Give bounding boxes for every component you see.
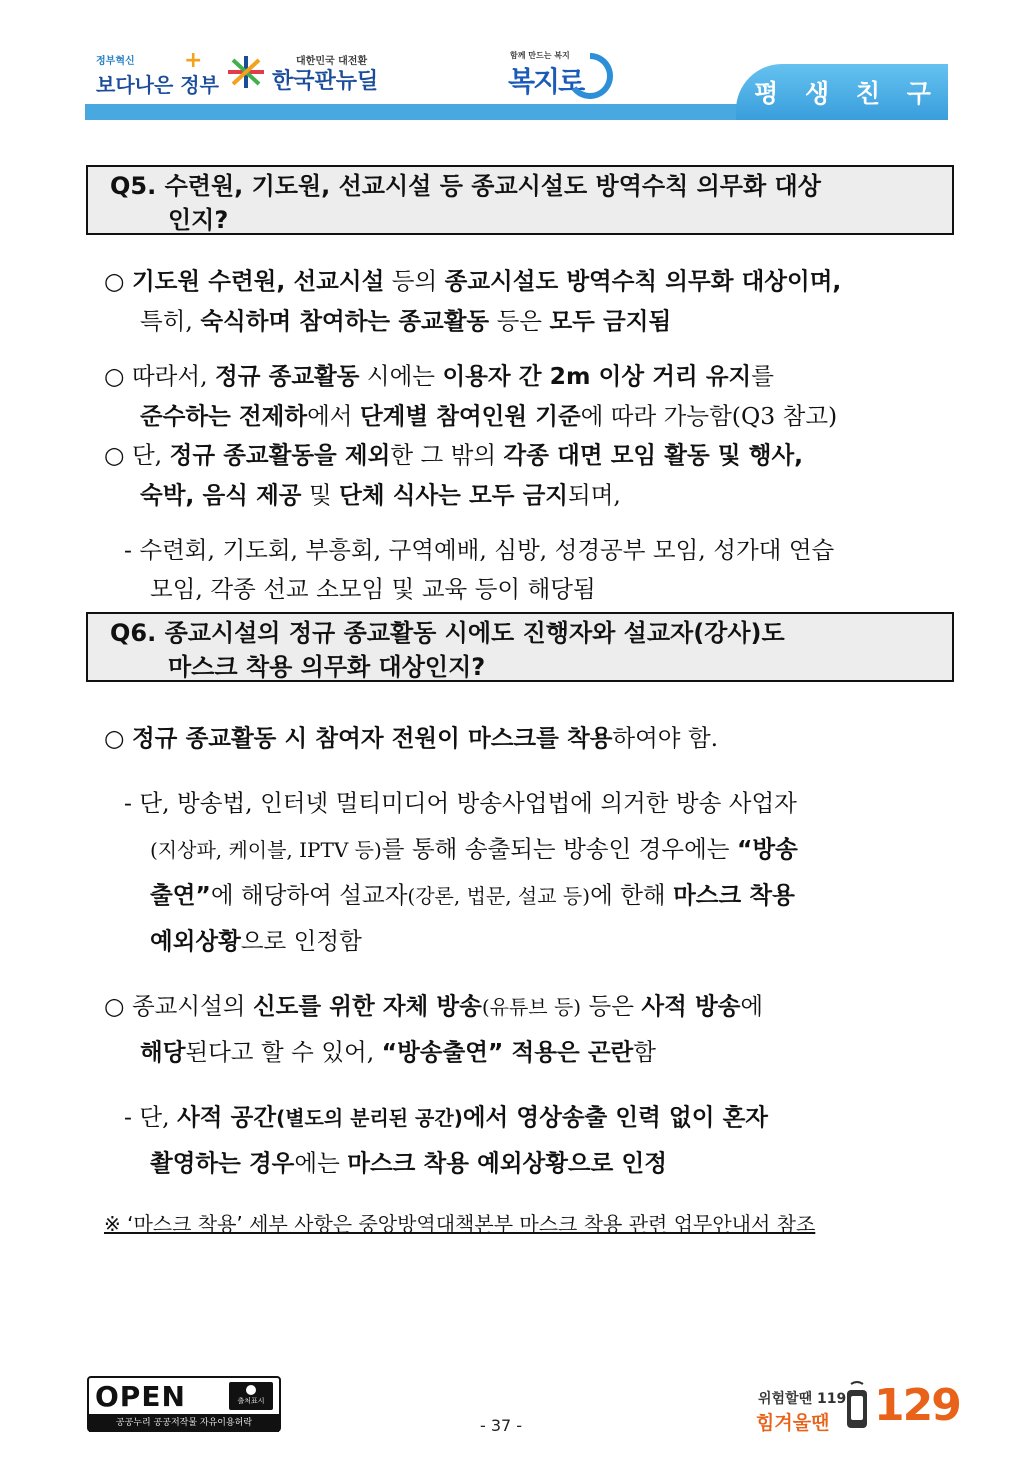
q5-dash-item-line1: - 수련회, 기도회, 부흥회, 구역예배, 심방, 성경공부 모임, 성가대 연습 xyxy=(124,536,835,564)
text: 한 그 밖의 xyxy=(390,441,504,469)
text: 에서 xyxy=(307,402,360,430)
text: 등의 xyxy=(384,267,445,295)
attribution-icon xyxy=(229,1382,273,1410)
emph: 에서 영상송출 인력 없이 혼자 xyxy=(462,1103,768,1131)
emph: 정규 종교활동 시 참여자 전원이 마스크를 착용 xyxy=(131,724,613,752)
emph: 단체 식사는 모두 금지 xyxy=(339,481,569,509)
hotline-main: 힘겨울땐 xyxy=(756,1412,830,1434)
circle-bullet-icon: ○ xyxy=(104,441,132,469)
logo3-main: 복지로 xyxy=(508,65,584,98)
emph: 예외상황 xyxy=(150,927,241,955)
phone-icon xyxy=(844,1380,870,1430)
attribution-label: 출처표시 xyxy=(237,1397,265,1405)
text: 종교시설의 xyxy=(131,992,253,1020)
emph: 사적 공간 xyxy=(177,1103,277,1131)
q6-dash-item2-line2 xyxy=(150,1144,667,1178)
page-number: - 37 - xyxy=(480,1416,523,1435)
text: 에 xyxy=(740,992,764,1020)
logo2-main: 한국판뉴딜 xyxy=(272,69,379,94)
q5-paragraph-3 xyxy=(104,436,803,470)
text: 를 통해 송출되는 방송인 경우에는 xyxy=(381,835,737,863)
text: 하여야 함. xyxy=(612,724,719,752)
circle-bullet-icon: ○ xyxy=(104,362,132,390)
logo3-small: 함께 만드는 복지 xyxy=(510,51,570,60)
text: 특히, xyxy=(140,307,201,335)
emph: 준수하는 전제하 xyxy=(140,402,308,430)
text: 등은 xyxy=(489,307,550,335)
emph: 단계별 참여인원 기준 xyxy=(359,402,581,430)
emph: 마스크 착용 xyxy=(673,881,795,909)
emph: 사적 방송 xyxy=(641,992,741,1020)
header xyxy=(0,0,1020,125)
text: (지상파, 케이블, IPTV 등) xyxy=(150,838,382,862)
q6-title-line1: Q6. 종교시설의 정규 종교활동 시에도 진행자와 설교자(강사)도 xyxy=(110,619,785,647)
text: 에 해당하여 설교자 xyxy=(210,881,408,909)
hotline-number: 129 xyxy=(874,1380,960,1431)
q5-paragraph-2 xyxy=(104,357,774,391)
emph: “방송출연” 적용은 곤란 xyxy=(381,1038,634,1066)
emph: 신도를 위한 자체 방송 xyxy=(252,992,482,1020)
logo-bokjiro xyxy=(508,48,613,100)
circle-bullet-icon: ○ xyxy=(104,724,132,752)
emph: “방송 xyxy=(736,835,798,863)
circle-bullet-icon: ○ xyxy=(104,267,132,295)
logo1-main: 보다나은 정부 xyxy=(96,73,219,97)
text: 함 xyxy=(633,1038,656,1066)
text: 를 xyxy=(751,362,774,390)
bokjiro-ring-icon xyxy=(566,52,614,100)
q6-dash-item1-line2 xyxy=(150,830,798,864)
text: 따라서, xyxy=(131,362,216,390)
logo1-small: 정부혁신 xyxy=(96,56,135,67)
q6-dash-item1-line4 xyxy=(150,922,362,956)
emph: 숙박, 음식 제공 xyxy=(140,481,302,509)
circle-bullet-icon: ○ xyxy=(104,992,132,1020)
text: 에 한해 xyxy=(590,881,674,909)
emph: 마스크 착용 예외상황으로 인정 xyxy=(347,1149,667,1177)
new-deal-star-icon xyxy=(226,54,266,90)
question-box-q6 xyxy=(86,612,954,682)
emph: 해당 xyxy=(140,1038,186,1066)
q6-paragraph-2 xyxy=(104,987,763,1021)
emph: 모두 금지됨 xyxy=(549,307,672,335)
logo-government-innovation xyxy=(96,48,219,98)
emph: 촬영하는 경우 xyxy=(150,1149,295,1177)
text: 및 xyxy=(301,481,340,509)
reference-note: ※ ‘마스크 착용’ 세부 사항은 중앙방역대책본부 마스크 착용 관련 업무안내서 참조 xyxy=(104,1212,816,1236)
logo-korean-new-deal xyxy=(226,50,386,94)
q6-paragraph-2-line2 xyxy=(140,1033,656,1067)
q5-title-line2: 인지? xyxy=(168,206,229,234)
q6-dash-item1-line3 xyxy=(150,876,795,910)
q5-paragraph-1-line2 xyxy=(140,302,671,336)
q5-title-line1: Q5. 수련원, 기도원, 선교시설 등 종교시설도 방역수칙 의무화 대상 xyxy=(110,172,821,200)
q5-paragraph-2-line2 xyxy=(140,397,837,431)
emph: 종교시설도 방역수칙 의무화 대상이며, xyxy=(444,267,842,295)
text: 에 따라 가능함(Q3 참고) xyxy=(580,402,838,430)
header-tab: 평 생 친 구 xyxy=(736,64,948,120)
text: (유튜브 등) xyxy=(481,995,582,1019)
text: 된다고 할 수 있어, xyxy=(185,1038,382,1066)
text: 에는 xyxy=(294,1149,348,1177)
emph: 숙식하며 참여하는 종교활동 xyxy=(200,307,490,335)
emph: 각종 대면 모임 활동 및 행사, xyxy=(503,441,804,469)
emph: 기도원 수련원, 선교시설 xyxy=(131,267,385,295)
q6-dash-item2-line1 xyxy=(124,1098,768,1132)
q5-paragraph-3-line2 xyxy=(140,476,621,510)
hotline-small: 위험할땐 119 xyxy=(758,1391,847,1407)
text: 시에는 xyxy=(359,362,443,390)
text: 등은 xyxy=(581,992,642,1020)
emph: 이용자 간 2m 이상 거리 유지 xyxy=(442,362,752,390)
text: 단, xyxy=(131,441,170,469)
text: (강론, 법문, 설교 등) xyxy=(407,884,591,908)
text: 으로 인정함 xyxy=(240,927,362,955)
open-label: OPEN xyxy=(95,1380,186,1413)
q5-dash-item-line2: 모임, 각종 선교 소모임 및 교육 등이 해당됨 xyxy=(150,575,596,603)
logo2-small: 대한민국 대전환 xyxy=(296,56,368,67)
q5-paragraph-1 xyxy=(104,262,841,296)
text: 되며, xyxy=(568,481,621,509)
emph: (별도의 분리된 공간) xyxy=(276,1106,463,1130)
plus-icon: + xyxy=(184,48,203,73)
hotline-129-logo xyxy=(752,1374,962,1436)
q6-paragraph-1 xyxy=(104,719,718,753)
q6-title-line2: 마스크 착용 의무화 대상인지? xyxy=(168,653,486,681)
text: - 단, xyxy=(124,1103,178,1131)
emph: 정규 종교활동을 제외 xyxy=(169,441,391,469)
q6-dash-item1-line1: - 단, 방송법, 인터넷 멀티미디어 방송사업법에 의거한 방송 사업자 xyxy=(124,789,797,817)
question-box-q5 xyxy=(86,165,954,235)
emph: 정규 종교활동 xyxy=(215,362,360,390)
open-license-badge xyxy=(87,1376,281,1432)
emph: 출연” xyxy=(150,881,211,909)
open-sub: 공공누리 공공저작물 자유이용허락 xyxy=(89,1414,279,1432)
